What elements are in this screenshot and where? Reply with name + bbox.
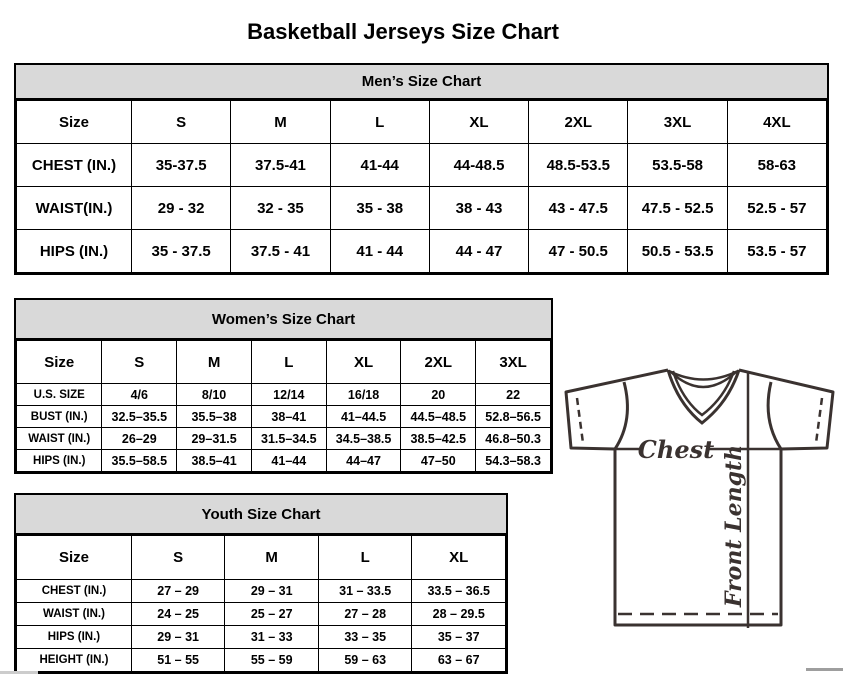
data-cell: 44-48.5 [429, 144, 528, 187]
womens-size-chart-section [14, 298, 553, 474]
column-header: M [225, 536, 319, 580]
header-row [17, 341, 551, 384]
data-cell: 35 - 37.5 [132, 230, 231, 273]
data-cell: 38 - 43 [429, 187, 528, 230]
data-cell: 38–41 [251, 406, 326, 428]
youth-chart-title: Youth Size Chart [16, 495, 506, 535]
table-row [17, 626, 506, 649]
table-row [17, 649, 506, 672]
data-cell: 4/6 [102, 384, 177, 406]
data-cell: 47.5 - 52.5 [628, 187, 727, 230]
data-cell: 25 – 27 [225, 603, 319, 626]
data-cell: 35.5–58.5 [102, 450, 177, 472]
data-cell: 24 – 25 [131, 603, 225, 626]
row-label: WAIST (IN.) [17, 603, 132, 626]
column-header: XL [429, 101, 528, 144]
data-cell: 31 – 33.5 [318, 580, 412, 603]
data-cell: 43 - 47.5 [529, 187, 628, 230]
table-row [17, 144, 827, 187]
data-cell: 51 – 55 [131, 649, 225, 672]
column-header: 3XL [476, 341, 551, 384]
data-cell: 35.5–38 [177, 406, 252, 428]
column-header: XL [412, 536, 506, 580]
row-label: WAIST(IN.) [17, 187, 132, 230]
column-header: Size [17, 341, 102, 384]
column-header: M [177, 341, 252, 384]
data-cell: 32.5–35.5 [102, 406, 177, 428]
womens-chart-title: Women’s Size Chart [16, 300, 551, 340]
column-header: L [251, 341, 326, 384]
row-label: WAIST (IN.) [17, 428, 102, 450]
right-sleeve-seam [768, 382, 781, 449]
data-cell: 41–44 [251, 450, 326, 472]
data-cell: 48.5-53.5 [529, 144, 628, 187]
row-label: CHEST (IN.) [17, 144, 132, 187]
column-header: 3XL [628, 101, 727, 144]
row-label: HIPS (IN.) [17, 626, 132, 649]
mens-chart-title: Men’s Size Chart [16, 65, 827, 100]
table-row [17, 187, 827, 230]
row-label: CHEST (IN.) [17, 580, 132, 603]
column-header: S [131, 536, 225, 580]
data-cell: 44 - 47 [429, 230, 528, 273]
data-cell: 63 – 67 [412, 649, 506, 672]
row-label: HEIGHT (IN.) [17, 649, 132, 672]
data-cell: 35-37.5 [132, 144, 231, 187]
data-cell: 46.8–50.3 [476, 428, 551, 450]
data-cell: 27 – 28 [318, 603, 412, 626]
table-row [17, 428, 551, 450]
table-row [17, 384, 551, 406]
data-cell: 38.5–42.5 [401, 428, 476, 450]
data-cell: 41-44 [330, 144, 429, 187]
data-cell: 37.5-41 [231, 144, 330, 187]
womens-size-table [16, 340, 551, 472]
data-cell: 32 - 35 [231, 187, 330, 230]
youth-size-chart-section [14, 493, 508, 674]
left-sleeve-seam [615, 382, 627, 449]
data-cell: 31.5–34.5 [251, 428, 326, 450]
column-header: M [231, 101, 330, 144]
data-cell: 33 – 35 [318, 626, 412, 649]
data-cell: 27 – 29 [131, 580, 225, 603]
data-cell: 52.5 - 57 [727, 187, 826, 230]
column-header: Size [17, 101, 132, 144]
table-row [17, 450, 551, 472]
data-cell: 41 - 44 [330, 230, 429, 273]
data-cell: 44–47 [326, 450, 401, 472]
column-header: L [318, 536, 412, 580]
column-header: 2XL [529, 101, 628, 144]
youth-size-table [16, 535, 506, 672]
data-cell: 41–44.5 [326, 406, 401, 428]
data-cell: 8/10 [177, 384, 252, 406]
table-row [17, 580, 506, 603]
table-row [17, 406, 551, 428]
data-cell: 53.5-58 [628, 144, 727, 187]
column-header: S [132, 101, 231, 144]
row-label: HIPS (IN.) [17, 450, 102, 472]
front-length-measure-label: Front Length [721, 444, 747, 608]
horizontal-scrollbar-fragment-left[interactable] [0, 671, 38, 674]
data-cell: 35 - 38 [330, 187, 429, 230]
table-row [17, 230, 827, 273]
data-cell: 38.5–41 [177, 450, 252, 472]
column-header: S [102, 341, 177, 384]
right-sleeve-outline [739, 370, 833, 449]
row-label: HIPS (IN.) [17, 230, 132, 273]
data-cell: 35 – 37 [412, 626, 506, 649]
data-cell: 12/14 [251, 384, 326, 406]
mens-size-table [16, 100, 827, 273]
data-cell: 29 - 32 [132, 187, 231, 230]
row-label: U.S. SIZE [17, 384, 102, 406]
data-cell: 47–50 [401, 450, 476, 472]
data-cell: 28 – 29.5 [412, 603, 506, 626]
column-header: 4XL [727, 101, 826, 144]
right-cuff-dashed-line [816, 398, 822, 443]
data-cell: 29 – 31 [225, 580, 319, 603]
column-header: 2XL [401, 341, 476, 384]
data-cell: 20 [401, 384, 476, 406]
data-cell: 54.3–58.3 [476, 450, 551, 472]
data-cell: 37.5 - 41 [231, 230, 330, 273]
row-label: BUST (IN.) [17, 406, 102, 428]
data-cell: 52.8–56.5 [476, 406, 551, 428]
table-row [17, 603, 506, 626]
left-cuff-dashed-line [577, 398, 583, 443]
horizontal-scrollbar-fragment-right[interactable] [806, 668, 843, 671]
jersey-measurement-diagram [556, 358, 843, 648]
data-cell: 33.5 – 36.5 [412, 580, 506, 603]
column-header: XL [326, 341, 401, 384]
data-cell: 47 - 50.5 [529, 230, 628, 273]
body-outline [615, 449, 781, 625]
column-header: L [330, 101, 429, 144]
column-header: Size [17, 536, 132, 580]
data-cell: 50.5 - 53.5 [628, 230, 727, 273]
mens-size-chart-section [14, 63, 829, 275]
data-cell: 34.5–38.5 [326, 428, 401, 450]
data-cell: 29 – 31 [131, 626, 225, 649]
data-cell: 59 – 63 [318, 649, 412, 672]
data-cell: 26–29 [102, 428, 177, 450]
header-row [17, 101, 827, 144]
data-cell: 16/18 [326, 384, 401, 406]
data-cell: 55 – 59 [225, 649, 319, 672]
page-title: Basketball Jerseys Size Chart [247, 18, 559, 44]
data-cell: 44.5–48.5 [401, 406, 476, 428]
data-cell: 29–31.5 [177, 428, 252, 450]
data-cell: 58-63 [727, 144, 826, 187]
data-cell: 31 – 33 [225, 626, 319, 649]
data-cell: 22 [476, 384, 551, 406]
header-row [17, 536, 506, 580]
chest-measure-label: Chest [637, 435, 715, 464]
data-cell: 53.5 - 57 [727, 230, 826, 273]
